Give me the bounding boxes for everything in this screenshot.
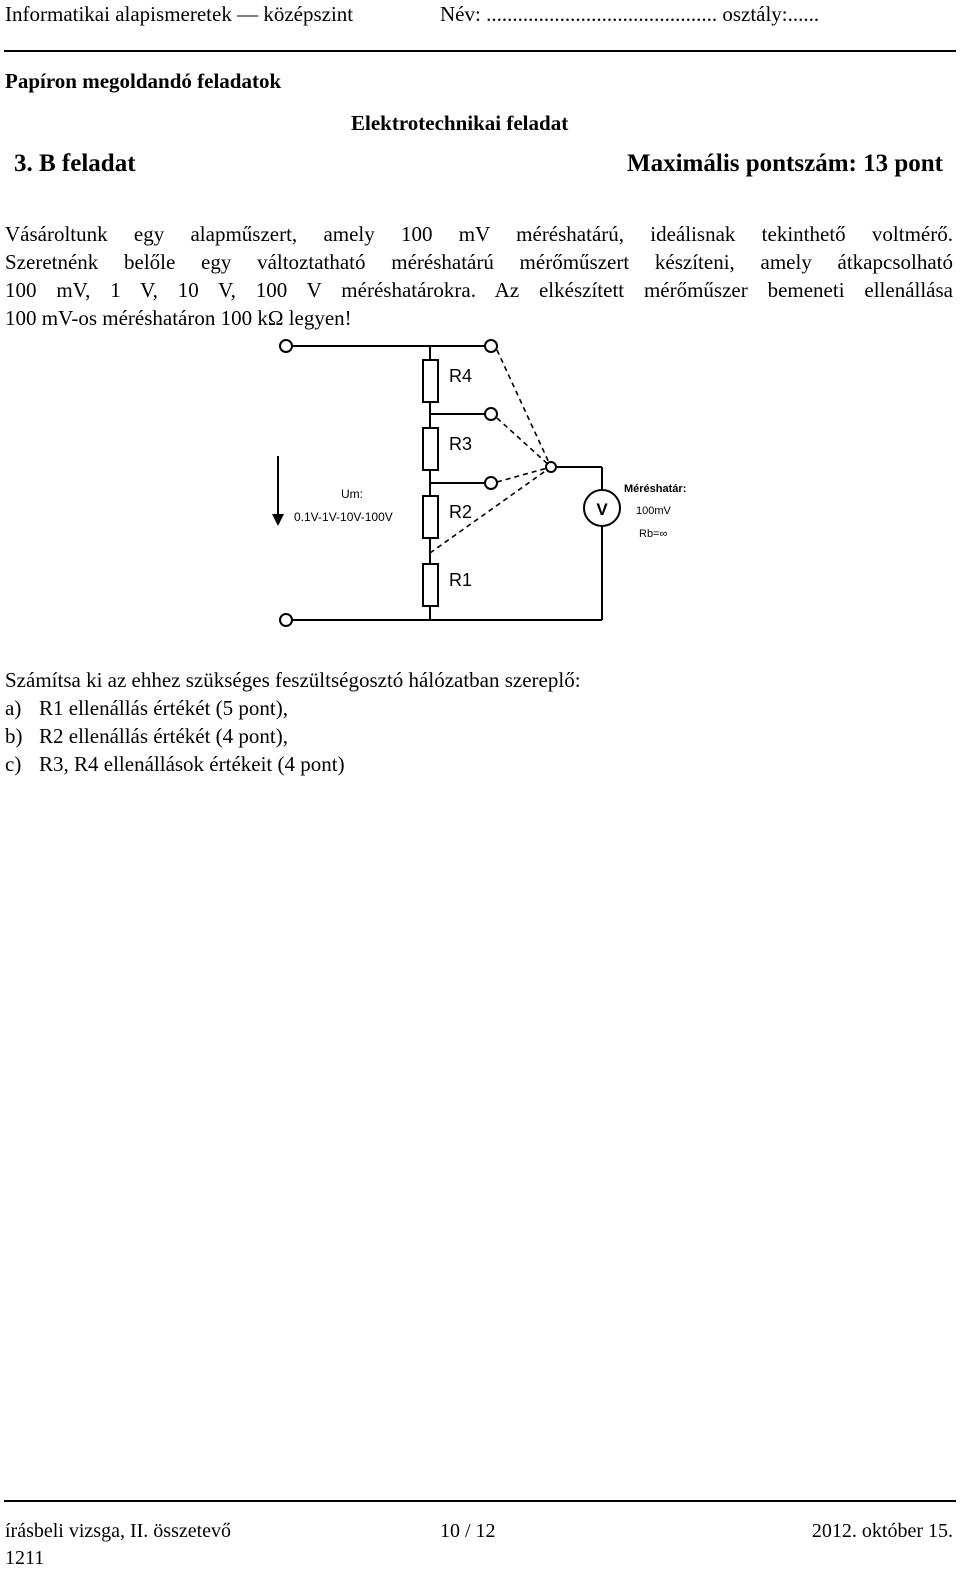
task-label: 3. B feladat	[14, 150, 136, 177]
intro-line: Vásároltunk egy alapműszert, amely 100 mV méréshatárú, ideálisnak tekinthető voltmérő.	[5, 222, 953, 246]
voltage-arrow-icon	[272, 514, 284, 526]
header-name-class-field: Név: ............................................ osztály:......	[440, 2, 820, 26]
resistor-r2	[423, 496, 438, 538]
r2-label: R2	[449, 502, 473, 522]
question-block	[5, 666, 581, 778]
switch-wiper-pivot	[546, 462, 556, 472]
task-max-points: Maximális pontszám: 13 pont	[627, 150, 943, 177]
intro-line: Szeretnénk belőle egy változtatható méréshatárú mérőműszert készíteni, amely átkapcsolható	[5, 250, 953, 274]
meter-range-value: 100mV	[636, 505, 671, 517]
list-item: c) R3, R4 ellenállások értékeit (4 pont)	[5, 752, 345, 776]
voltage-divider-circuit	[0, 0, 960, 640]
resistor-r4	[423, 360, 438, 402]
switch-contact-1v	[485, 477, 497, 489]
task-category: Elektrotechnikai feladat	[351, 111, 569, 135]
question-intro: Számítsa ki az ehhez szükséges feszültségosztó hálózatban szereplő:	[5, 668, 581, 692]
resistor-r3	[423, 428, 438, 470]
switch-contact-100v	[485, 340, 497, 352]
footer-exam-part: írásbeli vizsga, II. összetevő	[5, 1520, 232, 1542]
intro-line: 100 mV-os méréshatáron 100 kΩ legyen!	[5, 306, 352, 330]
resistor-r1	[423, 564, 438, 606]
meter-range-title: Méréshatár:	[624, 483, 687, 495]
voltmeter-letter: V	[596, 500, 608, 519]
meter-resistance: Rb=∞	[639, 528, 668, 540]
header-title: Informatikai alapismeretek — középszint	[5, 2, 354, 26]
list-item: a) R1 ellenállás értékét (5 pont),	[5, 696, 288, 720]
um-ranges: 0.1V-1V-10V-100V	[294, 510, 393, 524]
section-title: Papíron megoldandó feladatok	[5, 69, 282, 93]
switch-contact-10v	[485, 408, 497, 420]
footer-rule	[4, 1500, 956, 1502]
footer-page-number: 10 / 12	[440, 1520, 496, 1542]
list-item: b) R2 ellenállás értékét (4 pont),	[5, 724, 288, 748]
um-label: Um:	[341, 487, 363, 501]
r3-label: R3	[449, 434, 473, 454]
r1-label: R1	[449, 570, 473, 590]
input-terminal-bottom	[280, 614, 292, 626]
footer-date: 2012. október 15.	[811, 1520, 953, 1542]
intro-line: 100 mV, 1 V, 10 V, 100 V méréshatárokra. Az elkészített mérőműszer bemeneti ellenállása	[5, 278, 953, 302]
footer-code: 1211	[5, 1547, 45, 1569]
r4-label: R4	[449, 366, 473, 386]
input-terminal-top	[280, 340, 292, 352]
